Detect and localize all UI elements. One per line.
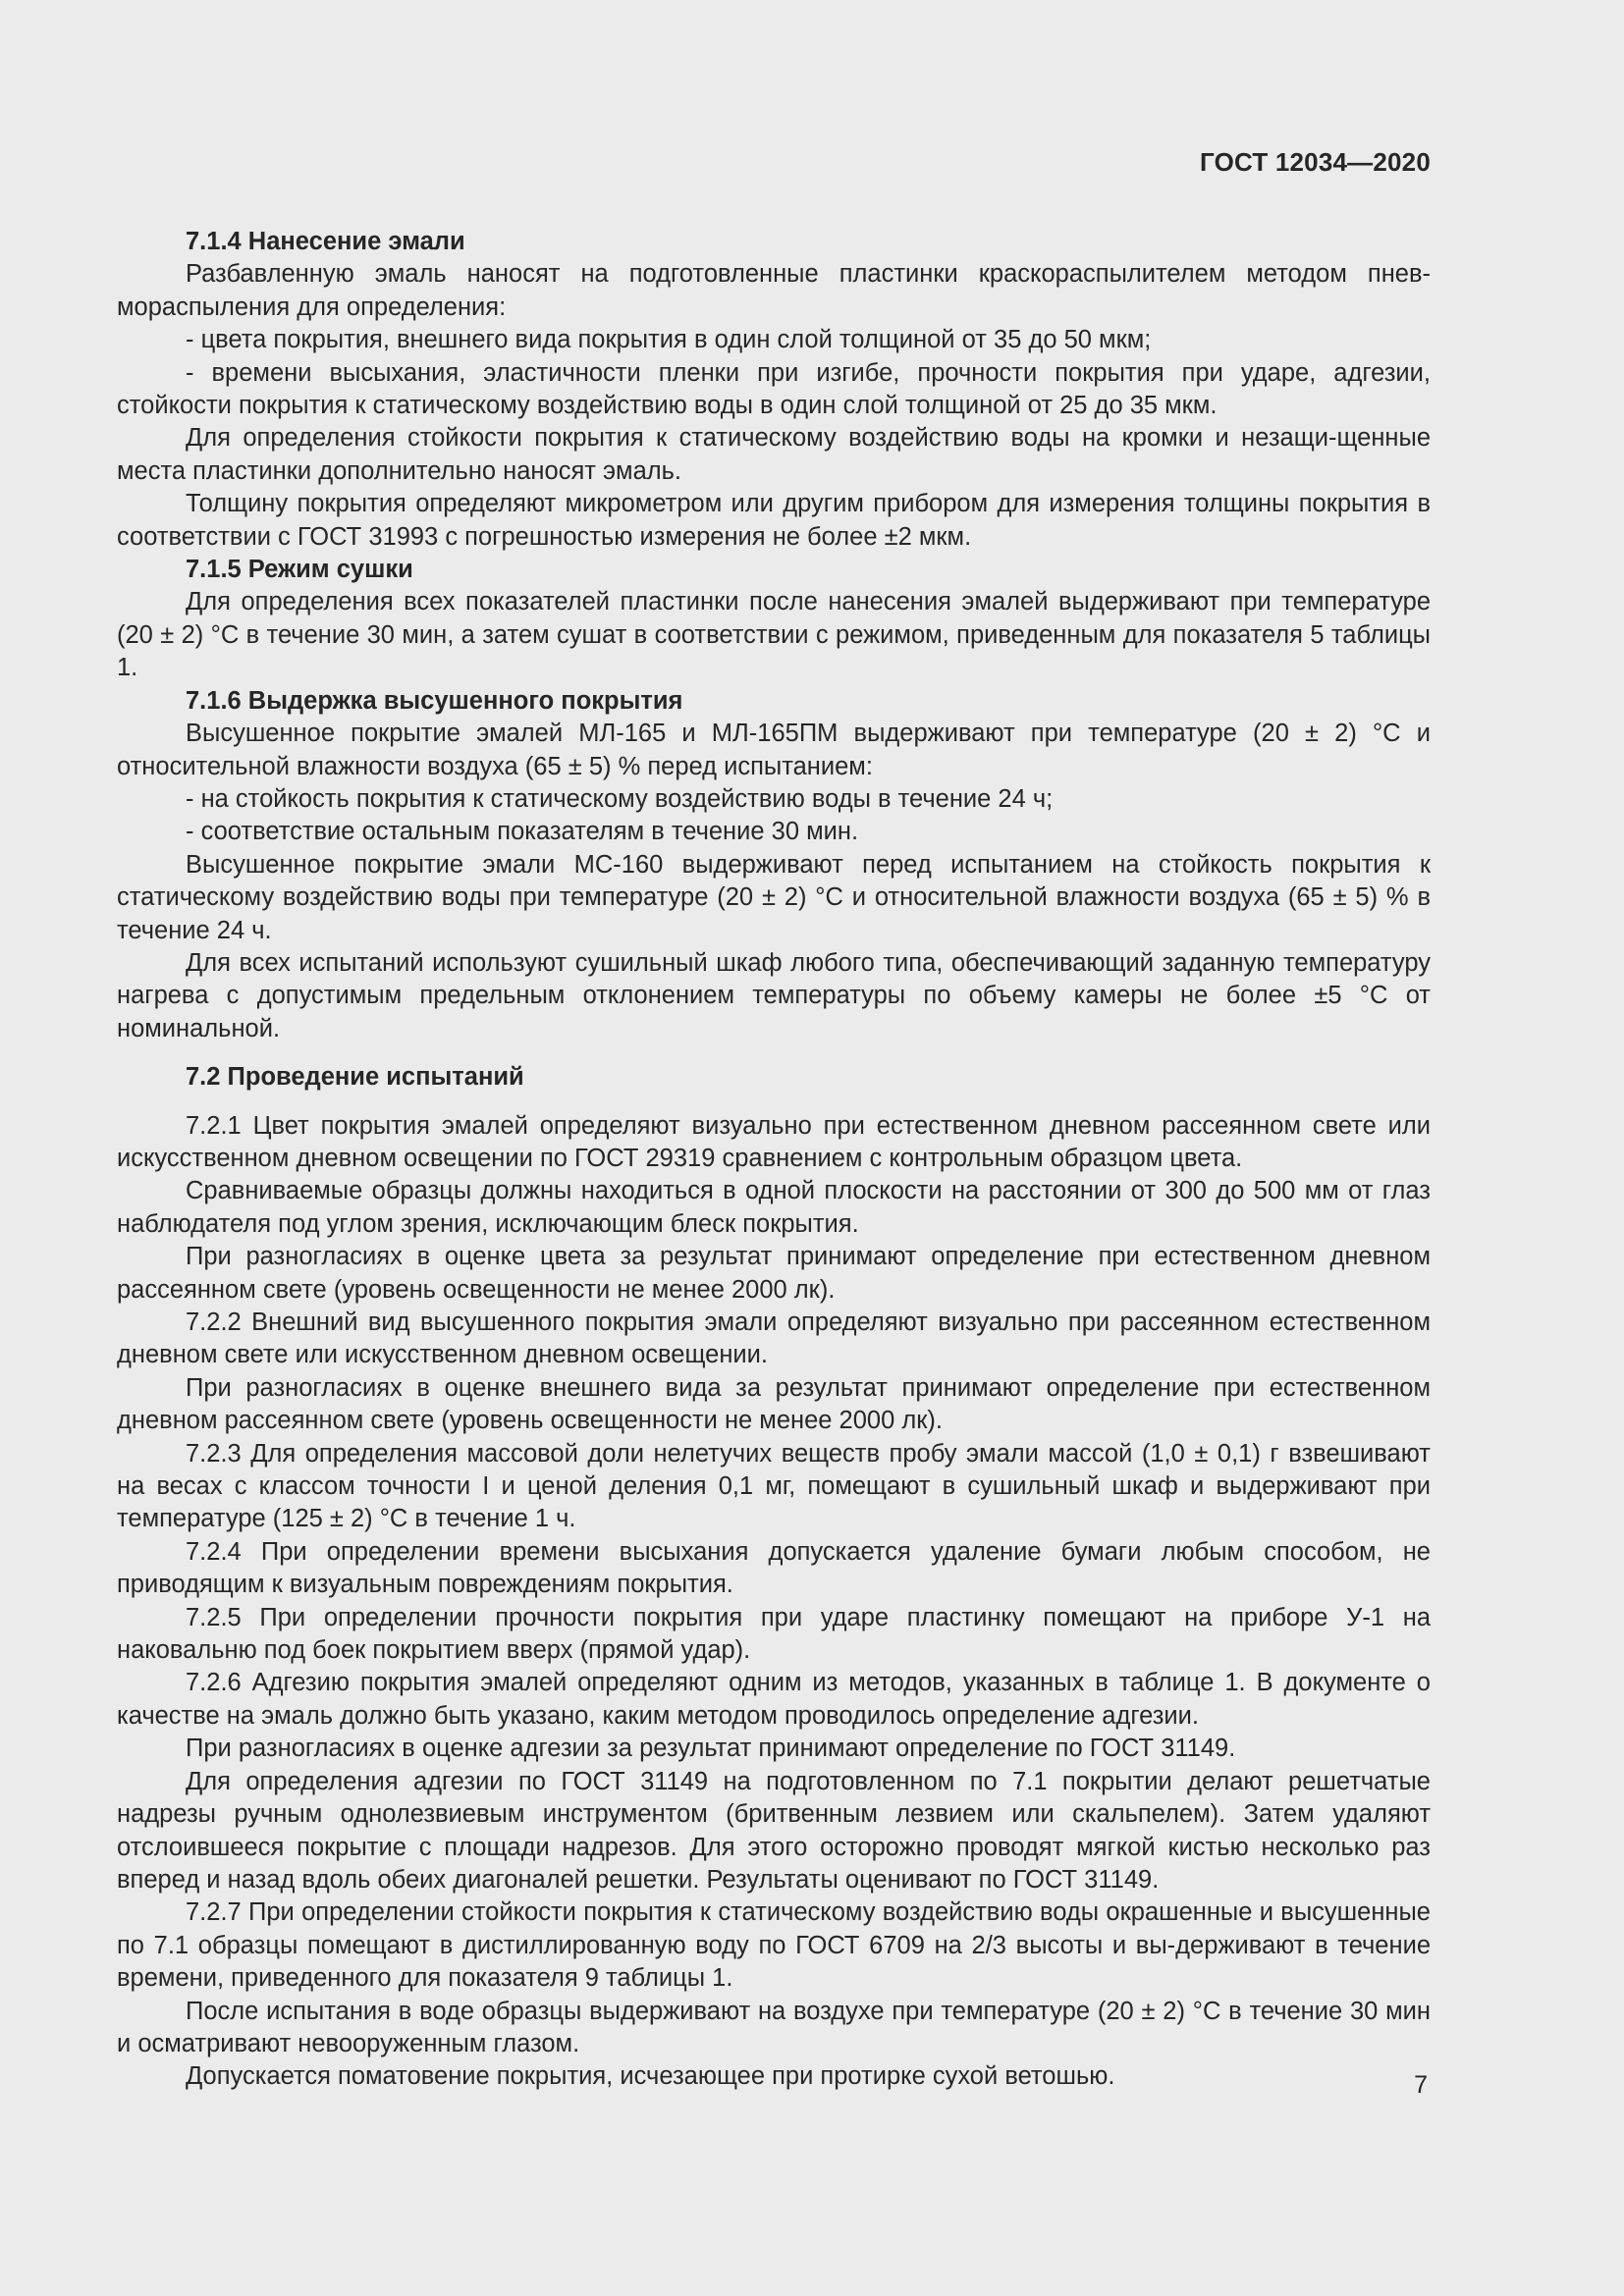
list-item: - на стойкость покрытия к статическому воздействию воды в течение 24 ч; xyxy=(186,784,1054,813)
list-item: - цвета покрытия, внешнего вида покрытия в один слой толщиной от 35 до 50 мкм; xyxy=(186,326,1152,354)
paragraph: Для определения стойкости покрытия к статическому воздействию воды на кромки и незащи-щенные места пластинки дополнительно наносят эмаль. xyxy=(117,424,1431,485)
paragraph: 7.2.1 Цвет покрытия эмалей определяют визуально при естественном дневном рассеянном свете или искусственном дневном освещении по ГОСТ 29319 сравнением с контрольным образцом цвета. xyxy=(117,1111,1431,1172)
paragraph: Сравниваемые образцы должны находиться в одной плоскости на расстоянии от 300 до 500 мм от глаз наблюдателя под углом зрения, исключающим блеск покрытия. xyxy=(117,1177,1431,1238)
paragraph: 7.2.5 При определении прочности покрытия при ударе пластинку помещают на приборе У-1 на наковальню под боек покрытием вверх (прямой удар). xyxy=(117,1603,1431,1665)
paragraph: Допускается поматовение покрытия, исчезающее при протирке сухой ветошью. xyxy=(186,2062,1115,2091)
paragraph: Высушенное покрытие эмали МС-160 выдерживают перед испытанием на стойкость покрытия к статическому воздействию воды при температуре (20 ± 2) °С и относительной влажности воздуха (65 ± 5) % в течение 24 ч. xyxy=(117,850,1431,944)
list-item: - времени высыхания, эластичности пленки при изгибе, прочности покрытия при ударе, адгезии, стойкости покрытия к статическому воздействию воды в один слой толщиной от 25 до 35 мкм. xyxy=(117,358,1431,420)
paragraph: При разногласиях в оценке адгезии за результат принимают определение по ГОСТ 31149. xyxy=(186,1735,1236,1763)
paragraph: 7.2.2 Внешний вид высушенного покрытия эмали определяют визуально при рассеянном естественном дневном свете или искусственном дневном освещении. xyxy=(117,1308,1431,1369)
document-code-header: ГОСТ 12034—2020 xyxy=(1200,147,1431,177)
paragraph: После испытания в воде образцы выдерживают на воздухе при температуре (20 ± 2) °С в течение 30 мин и осматривают невооруженным глазом. xyxy=(117,1997,1431,2057)
paragraph: Для всех испытаний используют сушильный шкаф любого типа, обеспечивающий заданную температуру нагрева с допустимым предельным отклонением температуры по объему камеры не более ±5 °С от номинальной. xyxy=(117,948,1431,1042)
paragraph: 7.2.7 При определении стойкости покрытия к статическому воздействию воды окрашенные и высушенные по 7.1 образцы помещают в дистиллированную воду по ГОСТ 6709 на 2/3 высоты и вы-держивают в течение времени, приведенного для показателя 9 таблицы 1. xyxy=(117,1898,1431,1993)
paragraph: Высушенное покрытие эмалей МЛ-165 и МЛ-165ПМ выдерживают при температуре (20 ± 2) °С и относительной влажности воздуха (65 ± 5) % перед испытанием: xyxy=(117,720,1431,780)
page-content xyxy=(117,226,1431,2094)
paragraph: При разногласиях в оценке цвета за результат принимают определение при естественном дневном рассеянном свете (уровень освещенности не менее 2000 лк). xyxy=(117,1243,1431,1304)
list-item: - соответствие остальным показателям в течение 30 мин. xyxy=(186,818,859,846)
page-number: 7 xyxy=(1414,2071,1428,2099)
section-7-2-heading: 7.2 Проведение испытаний xyxy=(186,1063,524,1092)
paragraph: 7.2.6 Адгезию покрытия эмалей определяют одним из методов, указанных в таблице 1. В документе о качестве на эмаль должно быть указано, каким методом проводилось определение адгезии. xyxy=(117,1669,1431,1730)
section-7-1-4-heading: 7.1.4 Нанесение эмали xyxy=(186,228,465,255)
paragraph: При разногласиях в оценке внешнего вида за результат принимают определение при естественном дневном рассеянном свете (уровень освещенности не менее 2000 лк). xyxy=(117,1373,1431,1435)
section-7-1-6-heading: 7.1.6 Выдержка высушенного покрытия xyxy=(186,686,683,715)
paragraph: Для определения всех показателей пластинки после нанесения эмалей выдерживают при температуре (20 ± 2) °С в течение 30 мин, а затем сушат в соответствии с режимом, приведенным для показателя 5 таблицы 1. xyxy=(117,588,1431,682)
paragraph: Для определения адгезии по ГОСТ 31149 на подготовленном по 7.1 покрытии делают решетчатые надрезы ручным однолезвиевым инструментом (бритвенным лезвием или скальпелем). Затем удаляют отслоившееся покрытие с площади надрезов. Для этого осторожно проводят мягкой кистью несколько раз вперед и назад вдоль обеих диагоналей решетки. Результаты оценивают по ГОСТ 31149. xyxy=(117,1767,1431,1894)
paragraph: 7.2.4 При определении времени высыхания допускается удаление бумаги любым способом, не приводящим к визуальным повреждениям покрытия. xyxy=(117,1537,1431,1599)
paragraph: Разбавленную эмаль наносят на подготовленные пластинки краскораспылителем методом пнев-мораспыления для определения: xyxy=(117,260,1431,321)
paragraph: Толщину покрытия определяют микрометром или другим прибором для измерения толщины покрытия в соответствии с ГОСТ 31993 с погрешностью измерения не более ±2 мкм. xyxy=(117,490,1431,551)
section-7-1-5-heading: 7.1.5 Режим сушки xyxy=(186,556,413,584)
paragraph: 7.2.3 Для определения массовой доли нелетучих веществ пробу эмали массой (1,0 ± 0,1) г взвешивают на весах с классом точности I и ценой деления 0,1 мг, помещают в сушильный шкаф и выдерживают при температуре (125 ± 2) °С в течение 1 ч. xyxy=(117,1439,1431,1533)
